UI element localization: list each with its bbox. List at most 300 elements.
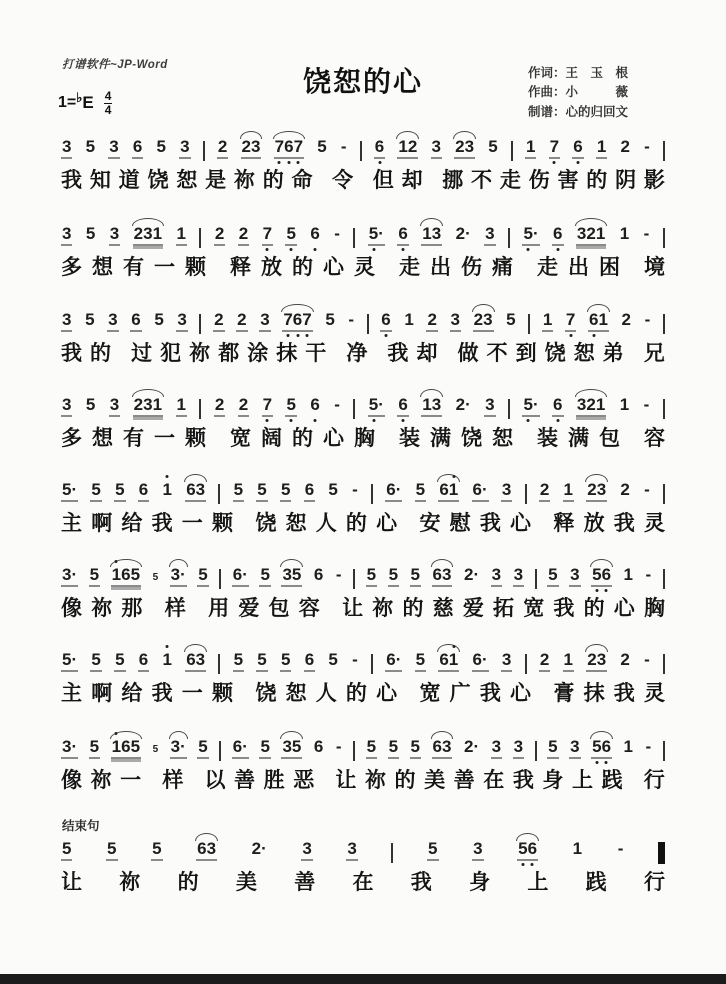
time-signature-numerator: 4: [104, 89, 112, 103]
lyric-char: 让: [335, 769, 357, 792]
note-token: -: [643, 224, 650, 243]
lyric-char: 恶: [293, 769, 315, 792]
lyric-char: 祢: [364, 769, 386, 792]
music-system-4: [61, 396, 665, 451]
note-token: 5: [233, 651, 244, 672]
lyric-char: 人: [315, 682, 337, 705]
note-token: 3: [109, 396, 120, 417]
lyric-char: 颗: [185, 256, 206, 279]
barline: [199, 228, 201, 248]
composer-credit: 作曲：小 薇: [528, 85, 629, 100]
lyric-char: 抹: [583, 682, 605, 705]
note-token: -: [617, 839, 624, 858]
lyric-char: 行: [643, 871, 665, 894]
lyric-gap: [242, 682, 246, 706]
lyric-char: 影: [643, 169, 665, 192]
note-token: 6: [313, 737, 324, 756]
lyric-char: 包: [268, 597, 290, 620]
note-token: 5: [415, 481, 426, 502]
lyric-gap: [430, 169, 434, 193]
lyric-char: 过: [131, 342, 153, 365]
note-token: -: [334, 224, 340, 243]
lyric-char: 不: [471, 169, 492, 192]
note-token: 5: [106, 840, 117, 861]
lyric-char: 包: [599, 427, 620, 450]
barline: [353, 399, 355, 419]
note-token: 1: [623, 737, 634, 756]
note-token: -: [644, 310, 651, 329]
note-token: 61: [438, 481, 459, 502]
lyric-char: 慰: [449, 512, 471, 535]
note-token: 5: [259, 738, 270, 759]
note-token: 6·: [232, 738, 249, 759]
note-token: 5: [415, 651, 426, 672]
lyric-gap: [406, 682, 410, 706]
note-token: 6: [310, 224, 320, 243]
lyric-char: 命: [291, 169, 313, 192]
note-token: 5·: [61, 481, 78, 502]
note-token: 6: [374, 138, 385, 159]
note-token: 5: [233, 481, 244, 502]
lyric-char: 安: [419, 512, 441, 535]
lyric-char: 心: [510, 682, 531, 705]
music-system-3: [61, 311, 665, 366]
note-token: 1: [572, 839, 583, 858]
lyrics-line: [61, 769, 665, 793]
note-token: 6: [132, 138, 143, 159]
note-token: 3: [61, 396, 72, 417]
lyric-char: 干: [305, 342, 327, 365]
lyric-gap: [150, 769, 154, 793]
barline: [663, 141, 665, 161]
note-token: 6: [313, 565, 324, 584]
note-token: 5: [85, 395, 96, 414]
lyric-char: 想: [92, 256, 113, 279]
note-token: 3: [513, 738, 524, 759]
barline: [535, 741, 537, 761]
note-token: 1: [623, 565, 634, 584]
note-token: 2: [539, 651, 550, 672]
lyric-char: 一: [181, 512, 203, 535]
note-token: 5: [90, 481, 101, 502]
music-system-2: [61, 225, 665, 280]
notation-line: [61, 481, 665, 505]
flat-icon: ♭: [76, 90, 83, 106]
lyric-gap: [152, 597, 156, 621]
note-token: 6: [552, 225, 563, 246]
note-token: 5: [114, 651, 125, 672]
note-token: 5: [366, 566, 377, 587]
lyric-char: 心: [323, 256, 344, 279]
note-token: 2: [217, 138, 228, 159]
note-token: 6·: [472, 481, 489, 502]
barline: [371, 484, 373, 504]
note-token: 3: [179, 138, 190, 159]
lyric-char: 胜: [263, 769, 285, 792]
lyric-char: 却: [416, 342, 438, 365]
lyric-char: 的: [402, 597, 424, 620]
note-token: 5: [197, 738, 208, 759]
final-barline: [658, 842, 665, 864]
note-token: 6: [380, 311, 391, 332]
note-token: 1: [176, 225, 187, 246]
note-token: 1: [563, 481, 574, 502]
note-token: 5: [547, 566, 558, 587]
lyric-char: 走: [537, 256, 558, 279]
lyric-char: 一: [154, 256, 175, 279]
lyric-char: 拓: [493, 597, 514, 620]
lyric-gap: [540, 682, 544, 706]
lyric-char: 阴: [615, 169, 637, 192]
lyric-char: 啊: [91, 512, 113, 535]
barline: [508, 228, 510, 248]
note-token: 165: [111, 738, 141, 759]
note-token: 1: [525, 138, 536, 159]
lyric-char: 颗: [211, 682, 233, 705]
note-token: 3: [346, 840, 357, 861]
lyric-char: 给: [121, 512, 143, 535]
note-token: 767: [282, 311, 312, 332]
note-token: 5·: [61, 651, 78, 672]
note-token: 56: [591, 738, 612, 759]
lyric-char: 心: [510, 512, 531, 535]
note-token: 6·: [385, 651, 402, 672]
note-token: 7: [565, 311, 576, 332]
lyric-char: 走: [399, 256, 420, 279]
note-token: 56: [591, 566, 612, 587]
note-token: 3·: [61, 738, 78, 759]
lyric-char: 饶: [147, 169, 169, 192]
note-token: 7: [262, 225, 273, 246]
note-token: 3: [450, 311, 461, 332]
note-token: 5: [156, 137, 166, 156]
lyric-char: 祢: [189, 342, 211, 365]
lyric-char: 慈: [432, 597, 454, 620]
note-token: 321: [576, 396, 606, 417]
note-token: 3: [108, 138, 119, 159]
lyric-char: 都: [218, 342, 240, 365]
note-token: 2: [426, 311, 437, 332]
grace-note: 5: [152, 572, 159, 583]
lyric-char: 涂: [247, 342, 269, 365]
lyric-char: 释: [230, 256, 251, 279]
lyric-gap: [334, 342, 338, 366]
lyric-char: 出: [568, 256, 589, 279]
note-token: 1: [542, 311, 553, 332]
barline: [218, 654, 220, 674]
lyric-char: 在: [483, 769, 505, 792]
lyric-char: 伤: [528, 169, 550, 192]
note-token: 3: [259, 311, 270, 332]
lyric-char: 境: [644, 256, 665, 279]
note-token: 61: [438, 651, 459, 672]
lyric-char: 在: [352, 871, 374, 894]
lyric-char: 美: [424, 769, 446, 792]
lyric-gap: [375, 342, 379, 366]
note-token: 231: [133, 396, 163, 417]
lyric-char: 主: [61, 682, 82, 705]
barline: [199, 399, 201, 419]
barline: [353, 741, 355, 761]
note-token: 2: [214, 396, 225, 417]
note-token: 1: [563, 651, 574, 672]
lyric-gap: [523, 427, 527, 451]
lyric-char: 身: [469, 871, 491, 894]
note-token: 5: [256, 651, 267, 672]
note-token: 3: [301, 840, 312, 861]
note-token: 5: [488, 137, 498, 156]
note-token: 5: [328, 480, 338, 499]
note-token: 3: [176, 311, 187, 332]
note-token: 61: [588, 311, 609, 332]
note-token: 12: [397, 138, 418, 159]
lyric-char: 我: [613, 512, 635, 535]
note-token: 1: [619, 224, 630, 243]
key-prefix: 1=: [58, 94, 77, 112]
barline: [511, 141, 513, 161]
lyric-char: 到: [515, 342, 537, 365]
lyric-char: 恕: [492, 427, 513, 450]
note-token: 3: [61, 225, 72, 246]
key-letter: E: [82, 93, 94, 113]
note-token: -: [643, 395, 650, 414]
barline: [199, 314, 201, 334]
note-token: 3: [472, 840, 483, 861]
lyric-gap: [323, 769, 327, 793]
note-token: 23: [586, 481, 607, 502]
lyric-char: 我: [387, 342, 409, 365]
lyric-char: 多: [61, 256, 82, 279]
note-token: 2·: [251, 839, 267, 858]
note-token: 5: [197, 566, 208, 587]
lyric-char: 祢: [372, 597, 394, 620]
note-token: 5: [388, 566, 399, 587]
note-token: 1: [596, 138, 607, 159]
note-token: 5·: [368, 396, 385, 417]
lyric-char: 样: [164, 597, 186, 620]
lyric-char: 放: [583, 512, 605, 535]
note-token: 6: [397, 396, 408, 417]
lyric-char: 我: [553, 597, 575, 620]
note-token: -: [340, 137, 347, 156]
note-token: -: [644, 137, 650, 156]
barline: [360, 141, 362, 161]
lyric-char: 主: [61, 512, 82, 535]
lyric-char: 我: [410, 871, 432, 894]
music-system-1: [61, 138, 665, 193]
notation-line: [61, 566, 665, 590]
note-token: 321: [576, 225, 606, 246]
lyric-char: 胸: [643, 597, 665, 620]
note-token: 6: [304, 651, 315, 672]
lyric-char: 恕: [285, 512, 307, 535]
lyric-char: 宽: [419, 682, 441, 705]
note-token: 6: [572, 138, 583, 159]
lyric-gap: [242, 512, 246, 536]
lyric-char: 容: [644, 427, 665, 450]
lyric-char: 用: [208, 597, 230, 620]
note-token: 1: [619, 395, 630, 414]
note-token: -: [352, 480, 358, 499]
notation-line: [61, 225, 665, 249]
lyric-char: 恕: [176, 169, 198, 192]
lyric-char: 我: [479, 682, 501, 705]
note-token: -: [352, 650, 358, 669]
barline: [508, 399, 510, 419]
note-token: 5: [547, 738, 558, 759]
note-token: 5: [114, 481, 125, 502]
lyric-char: 心: [613, 597, 635, 620]
lyric-char: 祢: [233, 169, 255, 192]
lyric-char: 挪: [442, 169, 464, 192]
lyric-char: 人: [315, 512, 337, 535]
note-token: 3: [484, 225, 495, 246]
lyric-char: 装: [537, 427, 558, 450]
notation-line: [61, 738, 665, 762]
barline: [203, 141, 205, 161]
lyric-char: 祢: [91, 597, 113, 620]
notation-line: [61, 840, 665, 864]
lyric-char: 我: [479, 512, 501, 535]
lyric-gap: [329, 597, 333, 621]
lyric-char: 我: [151, 682, 173, 705]
barline: [528, 314, 530, 334]
lyric-char: 的: [583, 597, 605, 620]
barline: [535, 569, 537, 589]
note-token: 3·: [61, 566, 78, 587]
lyric-char: 满: [568, 427, 589, 450]
lyric-char: 我: [512, 769, 534, 792]
note-token: 6: [138, 651, 149, 672]
note-token: 2: [620, 480, 630, 499]
note-token: 2·: [463, 737, 480, 756]
lyric-char: 上: [527, 871, 549, 894]
lyric-char: 饶: [255, 512, 277, 535]
lyrics-line: [61, 169, 665, 193]
note-token: 5: [366, 738, 377, 759]
lyric-char: 善: [453, 769, 475, 792]
lyric-gap: [119, 342, 123, 366]
lyric-char: 像: [61, 597, 82, 620]
lyric-char: 一: [181, 682, 203, 705]
note-token: -: [348, 310, 355, 329]
note-token: 5·: [522, 225, 539, 246]
note-token: 2: [539, 481, 550, 502]
note-token: 63: [432, 738, 453, 759]
lyric-char: 净: [346, 342, 368, 365]
note-token: 2: [620, 137, 630, 156]
note-token: 6: [397, 225, 408, 246]
lyric-char: 像: [61, 769, 82, 792]
lyric-char: 放: [261, 256, 282, 279]
lyric-char: 饶: [255, 682, 277, 705]
note-token: 63: [185, 481, 206, 502]
lyric-char: 爱: [462, 597, 484, 620]
barline: [371, 654, 373, 674]
note-token: 2·: [463, 565, 480, 584]
lyric-char: 恕: [285, 682, 307, 705]
lyrics-line: [61, 512, 665, 536]
note-token: 5: [427, 840, 438, 861]
barline: [353, 228, 355, 248]
notation-line: [61, 396, 665, 420]
lyrics-line: [61, 597, 665, 621]
lyric-char: 宽: [230, 427, 251, 450]
note-token: -: [645, 737, 652, 756]
note-token: 2: [238, 225, 249, 246]
lyric-gap: [361, 169, 365, 193]
lyric-gap: [216, 427, 220, 451]
lyric-char: 一: [154, 427, 175, 450]
note-token: 5: [90, 651, 101, 672]
lyric-char: 广: [449, 682, 471, 705]
barline: [219, 569, 221, 589]
note-token: 7: [262, 396, 273, 417]
note-token: 6: [310, 395, 320, 414]
lyric-char: 啊: [91, 682, 113, 705]
note-token: 2: [214, 225, 225, 246]
lyric-char: 装: [399, 427, 420, 450]
note-token: 5: [410, 738, 421, 759]
lyric-char: 让: [342, 597, 364, 620]
lyric-char: 上: [571, 769, 593, 792]
lyric-char: 美: [235, 871, 257, 894]
lyric-char: 膏: [553, 682, 575, 705]
lyric-gap: [540, 512, 544, 536]
lyric-char: 痛: [492, 256, 513, 279]
note-token: 5: [328, 650, 338, 669]
note-token: 3·: [170, 566, 187, 587]
barline: [663, 399, 665, 419]
barline: [218, 484, 220, 504]
note-token: 5: [280, 651, 291, 672]
note-token: 5: [85, 310, 95, 329]
key-signature: [58, 90, 112, 116]
note-token: 23: [241, 138, 262, 159]
note-token: 6: [304, 481, 315, 502]
lyric-char: 抹: [276, 342, 298, 365]
lyric-char: 困: [599, 256, 620, 279]
lyric-gap: [385, 256, 389, 280]
lyrics-line: [61, 427, 665, 451]
lyric-char: 的: [90, 342, 112, 365]
note-token: 1: [176, 396, 187, 417]
note-token: 2: [236, 311, 247, 332]
lyric-gap: [630, 256, 634, 280]
lyric-char: 伤: [461, 256, 482, 279]
grace-note: 5: [152, 744, 159, 755]
lyric-char: 我: [613, 682, 635, 705]
barline: [219, 741, 221, 761]
note-token: 23: [586, 651, 607, 672]
note-token: 3: [501, 481, 512, 502]
lyric-char: 颗: [185, 427, 206, 450]
note-token: 3: [484, 396, 495, 417]
lyric-char: 道: [118, 169, 140, 192]
lyric-char: 心: [376, 682, 398, 705]
note-token: 3: [431, 138, 442, 159]
lyric-char: 的: [586, 169, 608, 192]
note-token: 63: [196, 840, 217, 861]
lyric-char: 的: [292, 256, 313, 279]
note-token: 23: [473, 311, 494, 332]
barline: [663, 654, 665, 674]
lyric-char: 阔: [261, 427, 282, 450]
barline: [663, 741, 665, 761]
note-token: 5: [317, 137, 327, 156]
lyric-char: 容: [298, 597, 320, 620]
note-token: 1: [404, 310, 414, 329]
